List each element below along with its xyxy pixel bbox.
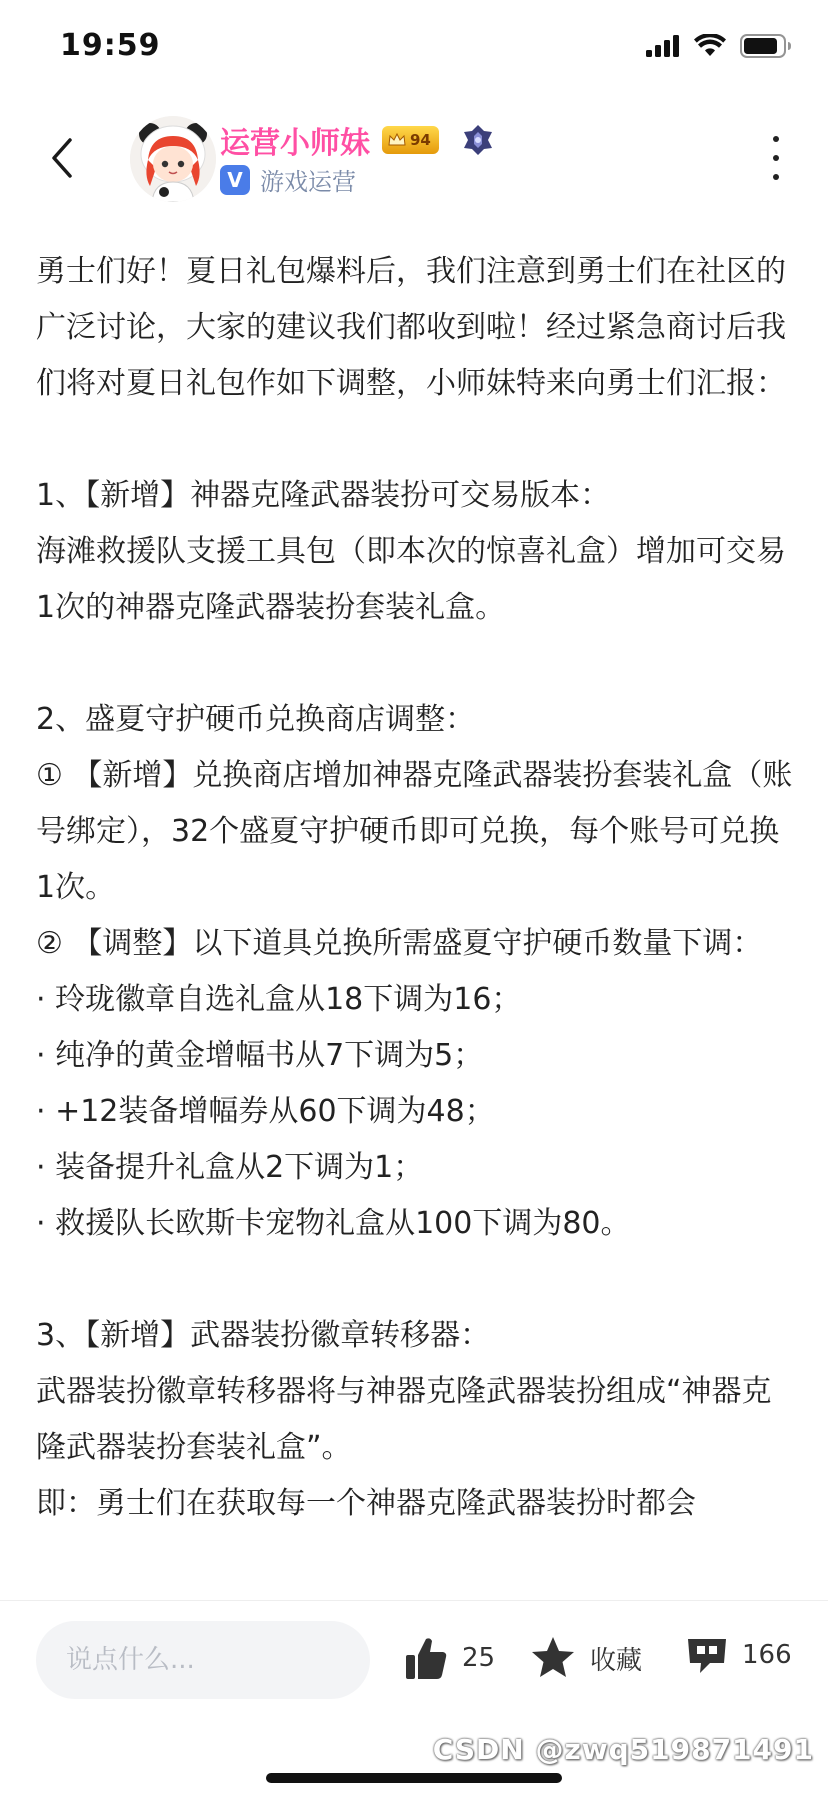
section-3-title: 3、【新增】武器装扮徽章转移器： xyxy=(36,1318,491,1353)
favorite-label: 收藏 xyxy=(590,1645,643,1676)
avatar-illustration-icon xyxy=(130,116,216,202)
back-button[interactable] xyxy=(40,128,84,188)
more-options-button[interactable] xyxy=(764,136,788,180)
verified-icon: V xyxy=(220,165,250,195)
user-name-row xyxy=(220,118,495,162)
section-2-bullet-2: · 纯净的黄金增幅书从7下调为5； xyxy=(36,1038,484,1073)
wifi-icon xyxy=(694,34,726,58)
rank-emblem-icon xyxy=(461,123,495,157)
section-2-bullet-3: · +12装备增幅券从60下调为48； xyxy=(36,1094,495,1129)
section-2-bullet-5: · 救援队长欧斯卡宠物礼盒从100下调为80。 xyxy=(36,1206,631,1241)
bottom-action-bar xyxy=(0,1600,828,1793)
battery-icon xyxy=(740,34,792,58)
crown-icon xyxy=(388,133,406,147)
section-1-title: 1、【新增】神器克隆武器装扮可交易版本： xyxy=(36,478,611,513)
comment-count: 166 xyxy=(742,1640,792,1670)
level-value: 94 xyxy=(410,131,431,149)
watermark: CSDN @zwq519871491 xyxy=(432,1733,814,1766)
star-icon xyxy=(530,1635,576,1681)
section-2-item-1: ① 【新增】兑换商店增加神器克隆武器装扮套装礼盒（账号绑定），32个盛夏守护硬币即可兑换，每个账号可兑换1次。 xyxy=(36,758,793,905)
section-2-title: 2、盛夏守护硬币兑换商店调整： xyxy=(36,702,476,737)
user-name[interactable]: 运营小师妹 xyxy=(220,126,370,161)
status-icons xyxy=(646,34,792,58)
section-1-body: 海滩救援队支援工具包（即本次的惊喜礼盒）增加可交易1次的神器克隆武器装扮套装礼盒。 xyxy=(36,534,786,625)
home-indicator[interactable] xyxy=(266,1773,562,1783)
post-content xyxy=(36,244,796,1600)
more-vertical-icon xyxy=(773,136,779,142)
section-3-tail: 即：勇士们在获取每一个神器克隆武器装扮时都会 xyxy=(36,1486,696,1521)
comment-bubble-icon xyxy=(686,1635,728,1675)
section-3-body: 武器装扮徽章转移器将与神器克隆武器装扮组成“神器克隆武器装扮套装礼盒”。 xyxy=(36,1374,772,1465)
chevron-left-icon xyxy=(40,128,84,188)
section-2-item-2: ② 【调整】以下道具兑换所需盛夏守护硬币数量下调： xyxy=(36,926,763,961)
avatar[interactable] xyxy=(130,116,216,202)
like-count: 25 xyxy=(462,1643,496,1673)
thumbs-up-icon xyxy=(404,1635,448,1681)
comment-input[interactable] xyxy=(36,1621,370,1699)
status-time: 19:59 xyxy=(60,28,161,63)
comments-button[interactable] xyxy=(686,1635,792,1675)
user-role-row xyxy=(220,162,356,197)
level-badge xyxy=(382,126,439,154)
user-role: 游戏运营 xyxy=(260,168,356,196)
favorite-button[interactable] xyxy=(530,1635,642,1681)
cellular-signal-icon xyxy=(646,35,680,57)
section-2-bullet-4: · 装备提升礼盒从2下调为1； xyxy=(36,1150,424,1185)
section-2-bullet-1: · 玲珑徽章自选礼盒从18下调为16； xyxy=(36,982,522,1017)
post-header xyxy=(0,96,828,220)
like-button[interactable] xyxy=(404,1635,495,1681)
paragraph-intro: 勇士们好！夏日礼包爆料后，我们注意到勇士们在社区的广泛讨论，大家的建议我们都收到啦！经过紧急商讨后我们将对夏日礼包作如下调整，小师妹特来向勇士们汇报： xyxy=(36,254,786,401)
status-bar xyxy=(0,0,828,96)
